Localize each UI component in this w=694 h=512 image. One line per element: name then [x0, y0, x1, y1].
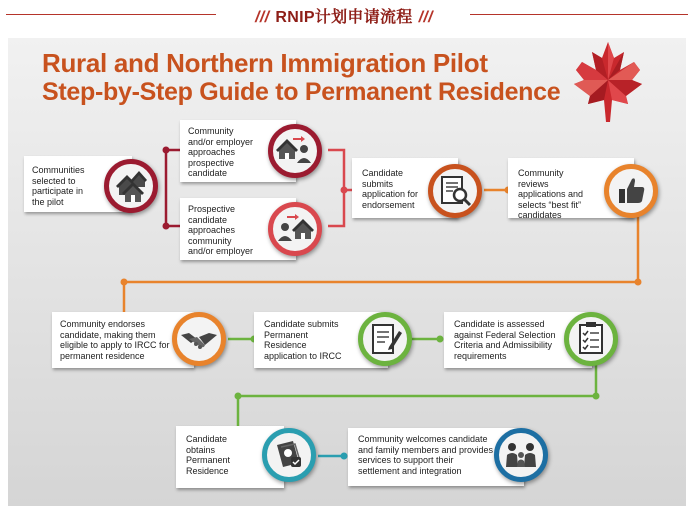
- step-candidate-obtains-text: Candidate obtains Permanent Residence: [186, 434, 231, 476]
- step-community-welcomes-text: Community welcomes candidate and family members and provides services to support their settlement and integration: [358, 434, 494, 476]
- step-communities-selected-text: Communities selected to participate in the pilot: [32, 165, 85, 207]
- step-community-welcomes-badge: [494, 428, 548, 482]
- infographic-title: Rural and Northern Immigration Pilot: [42, 48, 488, 78]
- step-candidate-assessed-badge: [564, 312, 618, 366]
- step-candidate-assessed-text: Candidate is assessed against Federal Selection Criteria and Admissibility requirements: [454, 319, 556, 361]
- step-candidate-obtains-badge: [262, 428, 316, 482]
- header-slashes-left: ///: [255, 9, 270, 26]
- step-candidate-submits-endorsement-badge: [428, 164, 482, 218]
- header-title-text: RNIP计划申请流程: [275, 9, 413, 26]
- person-house-icon: [273, 207, 317, 251]
- infographic-panel: [8, 38, 686, 506]
- header-rule-right: [470, 14, 688, 15]
- step-community-endorses-badge: [172, 312, 226, 366]
- handshake-icon: [177, 317, 221, 361]
- step-community-endorses-text: Community endorses candidate, making them eligible to apply to IRCC for permanent residence: [60, 319, 170, 361]
- checklist-icon: [569, 317, 613, 361]
- step-candidate-approaches-badge: [268, 202, 322, 256]
- document-pen-icon: [363, 317, 407, 361]
- family-icon: [499, 433, 543, 477]
- connector-maroon: [166, 150, 180, 226]
- header-bar: [0, 0, 694, 30]
- passport-icon: [267, 433, 311, 477]
- flow-connectors: [8, 38, 686, 506]
- step-candidate-submits-pr-text: Candidate submits Permanent Residence application to IRCC: [264, 319, 342, 361]
- header-slashes-right: ///: [418, 9, 433, 26]
- step-community-reviews-text: Community reviews applications and selects “best fit” candidates: [518, 168, 584, 220]
- header-title: [222, 4, 466, 27]
- house-person-icon: [273, 129, 317, 173]
- header-rule-left: [6, 14, 216, 15]
- document-magnifier-icon: [433, 169, 477, 213]
- step-community-approaches-text: Community and/or employer approaches prospective candidate: [188, 126, 254, 178]
- step-candidate-approaches-text: Prospective candidate approaches community and/or employer: [188, 204, 254, 256]
- step-community-approaches-badge: [268, 124, 322, 178]
- infographic-subtitle: Step-by-Step Guide to Permanent Residence: [42, 78, 561, 106]
- thumbs-up-icon: [609, 169, 653, 213]
- step-community-reviews-badge: [604, 164, 658, 218]
- connector-red: [328, 150, 352, 226]
- houses-icon: [109, 164, 153, 208]
- step-communities-selected-badge: [104, 159, 158, 213]
- step-candidate-submits-endorsement-text: Candidate submits application for endorsement: [362, 168, 419, 210]
- step-candidate-submits-pr-badge: [358, 312, 412, 366]
